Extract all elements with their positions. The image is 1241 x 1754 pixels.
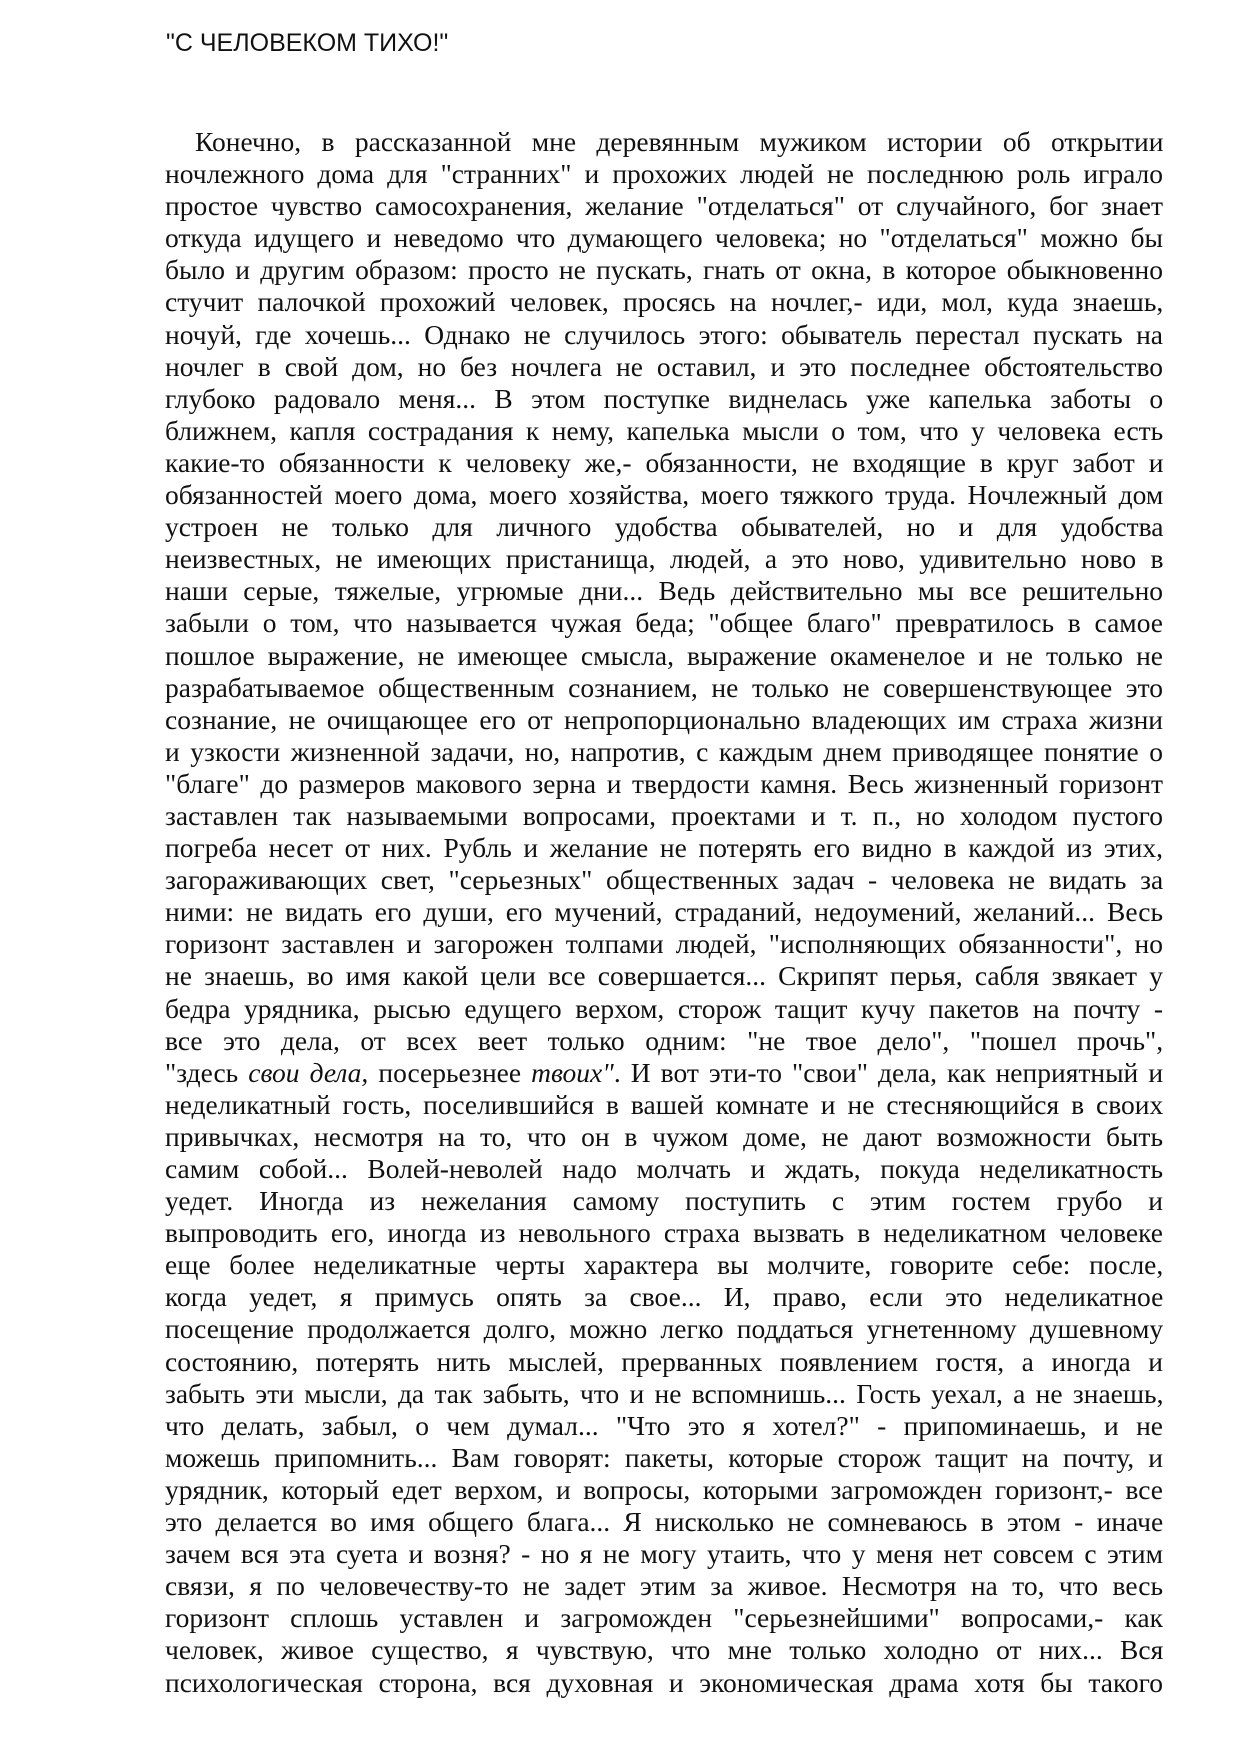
text-line: простое чувство самосохранения, желание "отделаться" от случайного, бог знает xyxy=(165,190,1163,222)
text-line: посещение продолжается долго, можно легко поддаться угнетенному душевному xyxy=(165,1313,1164,1345)
text-line: все это дела, от всех веет только одним: "не твое дело", "пошел прочь", xyxy=(165,1024,1164,1056)
text-line: выпроводить его, иногда из невольного страха вызвать в неделикатном человеке xyxy=(165,1217,1163,1249)
text-line: неизвестных, не имеющих пристанища, людей, а это ново, удивительно ново в xyxy=(165,543,1164,575)
text-line: и узкости жизненной задачи, но, напротив, с каждым днем приводящее понятие о xyxy=(165,735,1163,767)
text-line: наши серые, тяжелые, угрюмые дни... Ведь действительно мы все решительно xyxy=(165,575,1164,607)
text-line: забыли о том, что называется чужая беда; "общее благо" превратилось в самое xyxy=(165,607,1163,639)
text-line: какие-то обязанности к человеку же,- обязанности, не входящие в круг забот и xyxy=(165,446,1164,478)
text-line: бедра урядника, рысью едущего верхом, сторож тащит кучу пакетов на почту - xyxy=(165,992,1163,1024)
text-line: что делать, забыл, о чем думал... "Что это я хотел?" - припоминаешь, и не xyxy=(165,1409,1163,1441)
text-line: состоянию, потерять нить мыслей, прерванных появлением гостя, а иногда и xyxy=(165,1345,1163,1377)
text-line: человек, живое существо, я чувствую, что мне только холодно от них... Вся xyxy=(165,1634,1164,1666)
text-line: неделикатный гость, поселившийся в вашей комнате и не стесняющийся в своих xyxy=(165,1088,1164,1120)
text-line: уедет. Иногда из нежелания самому поступить с этим гостем грубо и xyxy=(165,1185,1163,1217)
text-line: было и другим образом: просто не пускать, гнать от окна, в которое обыкновенно xyxy=(165,254,1163,286)
text-line: пошлое выражение, не имеющее смысла, выражение окаменелое и не только не xyxy=(165,639,1163,671)
text-line: еще более неделикатные черты характера вы молчите, говорите себе: после, xyxy=(165,1249,1164,1281)
text-line: обязанностей моего дома, моего хозяйства, моего тяжкого труда. Ночлежный дом xyxy=(165,479,1164,511)
text-line: ближнем, капля сострадания к нему, капелька мысли о том, что у человека есть xyxy=(165,414,1164,446)
text-line: не знаешь, во имя какой цели все совершается... Скрипят перья, сабля звякает у xyxy=(165,960,1163,992)
text-line: привычках, несмотря на то, что он в чужом доме, не дают возможности быть xyxy=(165,1120,1163,1152)
text-line: когда уедет, я примусь опять за свое... И, право, если это неделикатное xyxy=(165,1281,1164,1313)
text-line: урядник, который едет верхом, и вопросы, которыми загроможден горизонт,- все xyxy=(165,1473,1163,1505)
text-line: можешь припомнить... Вам говорят: пакеты, которые сторож тащит на почту, и xyxy=(165,1441,1163,1473)
text-line: психологическая сторона, вся духовная и экономическая драма хотя бы такого xyxy=(165,1666,1164,1698)
text-line: самим собой... Волей-неволей надо молчать и ждать, покуда неделикатность xyxy=(165,1153,1163,1184)
text-line: загораживающих свет, "серьезных" общественных задач - человека не видать за xyxy=(165,864,1164,896)
text-line: забыть эти мысли, да так забыть, что и не вспомнишь... Гость уехал, а не знаешь, xyxy=(165,1377,1164,1409)
text-line: ночлег в свой дом, но без ночлега не оставил, и это последнее обстоятельство xyxy=(165,350,1163,382)
text-line: ночуй, где хочешь... Однако не случилось этого: обыватель перестал пускать на xyxy=(165,318,1163,350)
text-line: заставлен так называемыми вопросами, проектами и т. п., но холодом пустого xyxy=(165,799,1163,831)
text-line-mixed xyxy=(165,1057,1163,1089)
body-paragraph xyxy=(165,126,1163,1699)
text-line: глубоко радовало меня... В этом поступке виднелась уже капелька заботы о xyxy=(165,382,1164,414)
document-title: "С ЧЕЛОВЕКОМ ТИХО!" xyxy=(166,29,449,57)
text-line: устроен не только для личного удобства обывателей, но и для удобства xyxy=(165,511,1164,543)
text-segment: "здесь xyxy=(165,1056,249,1088)
text-line: откуда идущего и неведомо что думающего человека; но "отделаться" можно бы xyxy=(165,222,1164,254)
text-line: стучит палочкой прохожий человек, просясь на ночлег,- иди, мол, куда знаешь, xyxy=(165,286,1164,318)
text-line: горизонт сплошь уставлен и загроможден "серьезнейшими" вопросами,- как xyxy=(165,1602,1163,1634)
text-line: "благе" до размеров макового зерна и твердости камня. Весь жизненный горизонт xyxy=(165,767,1164,799)
text-line: разрабатываемое общественным сознанием, не только не совершенствующее это xyxy=(165,671,1163,703)
text-line: зачем вся эта суета и возня? - но я не могу утаить, что у меня нет совсем с этим xyxy=(165,1538,1163,1570)
text-line: это делается во имя общего блага... Я нисколько не сомневаюсь в этом - иначе xyxy=(165,1506,1164,1538)
text-line: погреба несет от них. Рубль и желание не потерять его видно в каждой из этих, xyxy=(165,832,1163,864)
text-line: ночлежного дома для "странних" и прохожих людей не последнюю роль играло xyxy=(165,158,1163,190)
text-line: сознание, не очищающее его от непропорционально владеющих им страха жизни xyxy=(165,703,1163,735)
italic-segment: свои дела, xyxy=(248,1056,369,1088)
text-line: связи, я по человечеству-то не задет этим за живое. Несмотря на то, что весь xyxy=(165,1570,1163,1602)
text-line: ними: не видать его души, его мучений, страданий, недоумений, желаний... Весь xyxy=(165,896,1163,928)
text-segment: . И вот эти-то "свои" дела, как неприятный и xyxy=(613,1056,1164,1088)
text-line: горизонт заставлен и загорожен толпами людей, "исполняющих обязанности", но xyxy=(165,928,1163,960)
text-segment: посерьезнее xyxy=(368,1056,532,1088)
text-line: Конечно, в рассказанной мне деревянным мужиком истории об открытии xyxy=(195,126,1164,157)
italic-segment: твоих" xyxy=(531,1056,614,1088)
